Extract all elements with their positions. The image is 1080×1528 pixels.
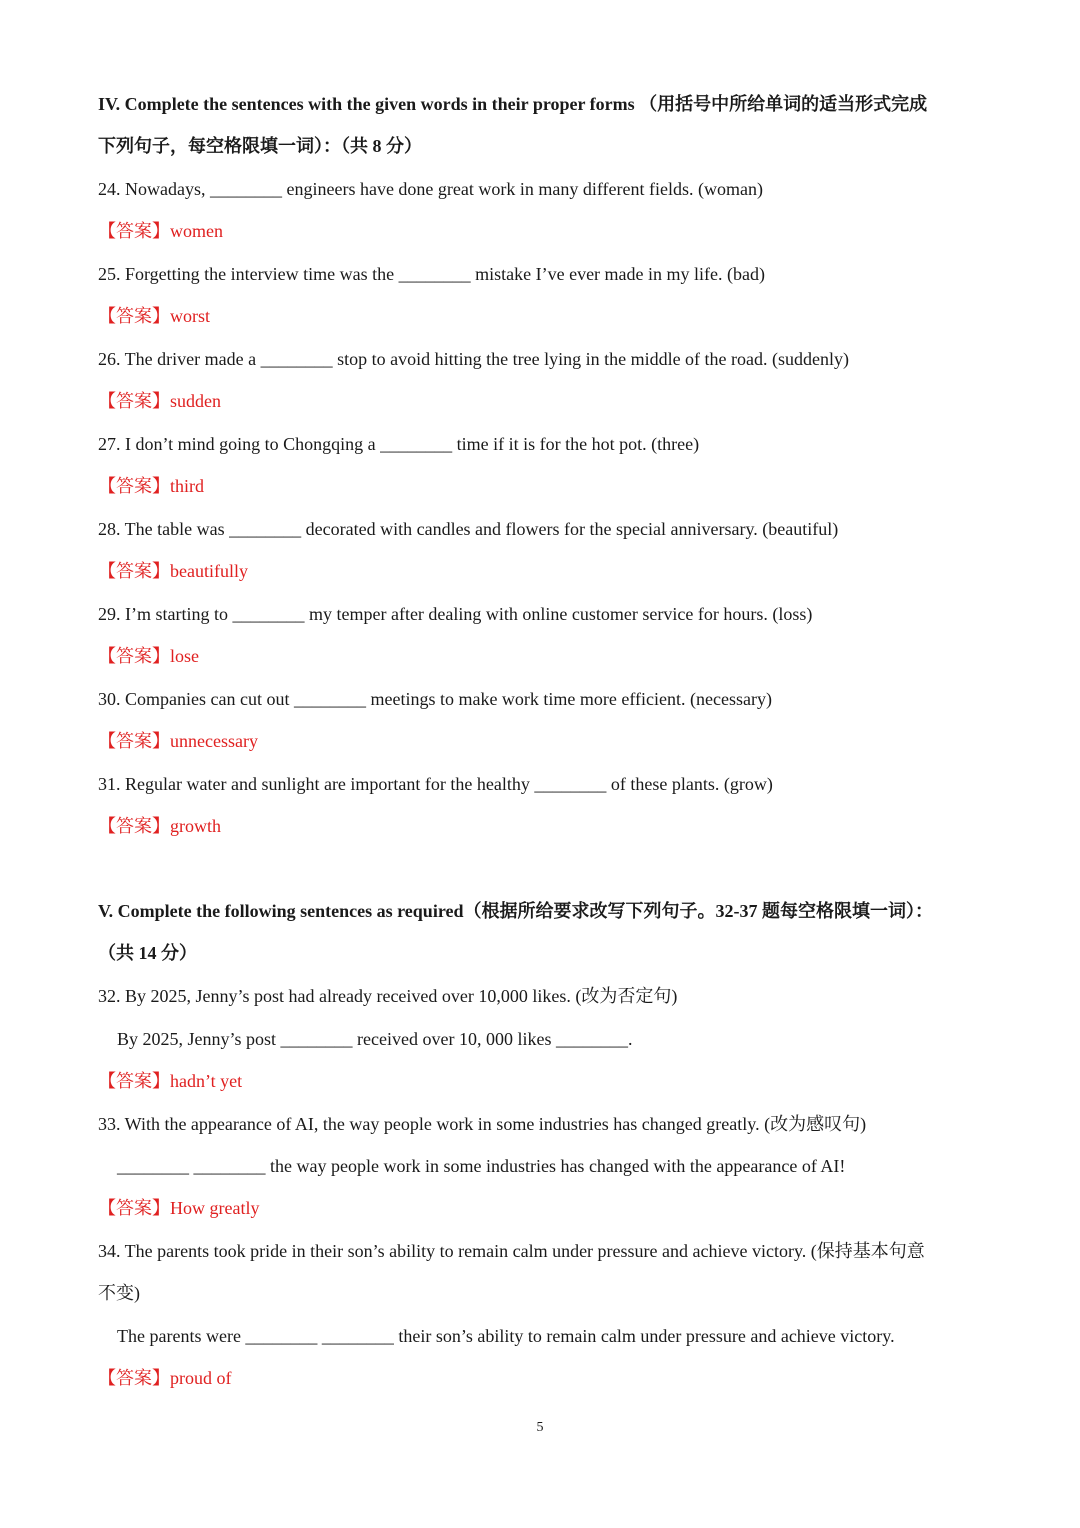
question-25: 25. Forgetting the interview time was the ________ mistake I’ve ever made in my life. (bad) — [98, 264, 765, 284]
section-v-heading-cont: （共 14 分） — [98, 943, 197, 963]
answer-34: 【答案】proud of — [98, 1368, 232, 1388]
section-iv-heading: IV. Complete the sentences with the given words in their proper forms （用括号中所给单词的适当形式完成 — [98, 94, 928, 114]
question-33: 33. With the appearance of AI, the way people work in some industries has changed greatly. (改为感叹句) — [98, 1114, 867, 1134]
answer-27: 【答案】third — [98, 476, 204, 496]
rewrite-32: By 2025, Jenny’s post ________ received over 10, 000 likes ________. — [117, 1029, 633, 1049]
rewrite-33: ________ ________ the way people work in some industries has changed with the appearance of AI! — [117, 1156, 846, 1176]
question-28: 28. The table was ________ decorated with candles and flowers for the special anniversary. (beautiful) — [98, 519, 839, 539]
answer-33: 【答案】How greatly — [98, 1198, 260, 1218]
question-31: 31. Regular water and sunlight are important for the healthy ________ of these plants. (grow) — [98, 774, 773, 794]
page-number: 5 — [536, 1420, 544, 1435]
question-30: 30. Companies can cut out ________ meetings to make work time more efficient. (necessary) — [98, 689, 772, 709]
section-v-heading: V. Complete the following sentences as required（根据所给要求改写下列句子。32-37 题每空格限填一词）： — [98, 901, 933, 921]
question-32: 32. By 2025, Jenny’s post had already received over 10,000 likes. (改为否定句) — [98, 986, 678, 1006]
answer-28: 【答案】beautifully — [98, 561, 248, 581]
question-29: 29. I’m starting to ________ my temper after dealing with online customer service for hours. (loss) — [98, 604, 813, 624]
section-iv-heading-cont: 下列句子，每空格限填一词）：（共 8 分） — [98, 136, 422, 156]
answer-30: 【答案】unnecessary — [98, 731, 258, 751]
answer-32: 【答案】hadn’t yet — [98, 1071, 243, 1091]
answer-25: 【答案】worst — [98, 306, 210, 326]
answer-26: 【答案】sudden — [98, 391, 221, 411]
answer-24: 【答案】women — [98, 221, 223, 241]
answer-29: 【答案】lose — [98, 646, 199, 666]
answer-31: 【答案】growth — [98, 816, 221, 836]
question-27: 27. I don’t mind going to Chongqing a ________ time if it is for the hot pot. (three) — [98, 434, 700, 454]
question-34: 34. The parents took pride in their son’s ability to remain calm under pressure and achieve victory. (保持基本句意 — [98, 1241, 925, 1261]
rewrite-34: The parents were ________ ________ their son’s ability to remain calm under pressure and achieve victory. — [117, 1326, 895, 1346]
question-26: 26. The driver made a ________ stop to avoid hitting the tree lying in the middle of the road. (suddenly) — [98, 349, 850, 369]
question-34-cont: 不变) — [98, 1283, 140, 1303]
question-24: 24. Nowadays, ________ engineers have done great work in many different fields. (woman) — [98, 179, 763, 199]
